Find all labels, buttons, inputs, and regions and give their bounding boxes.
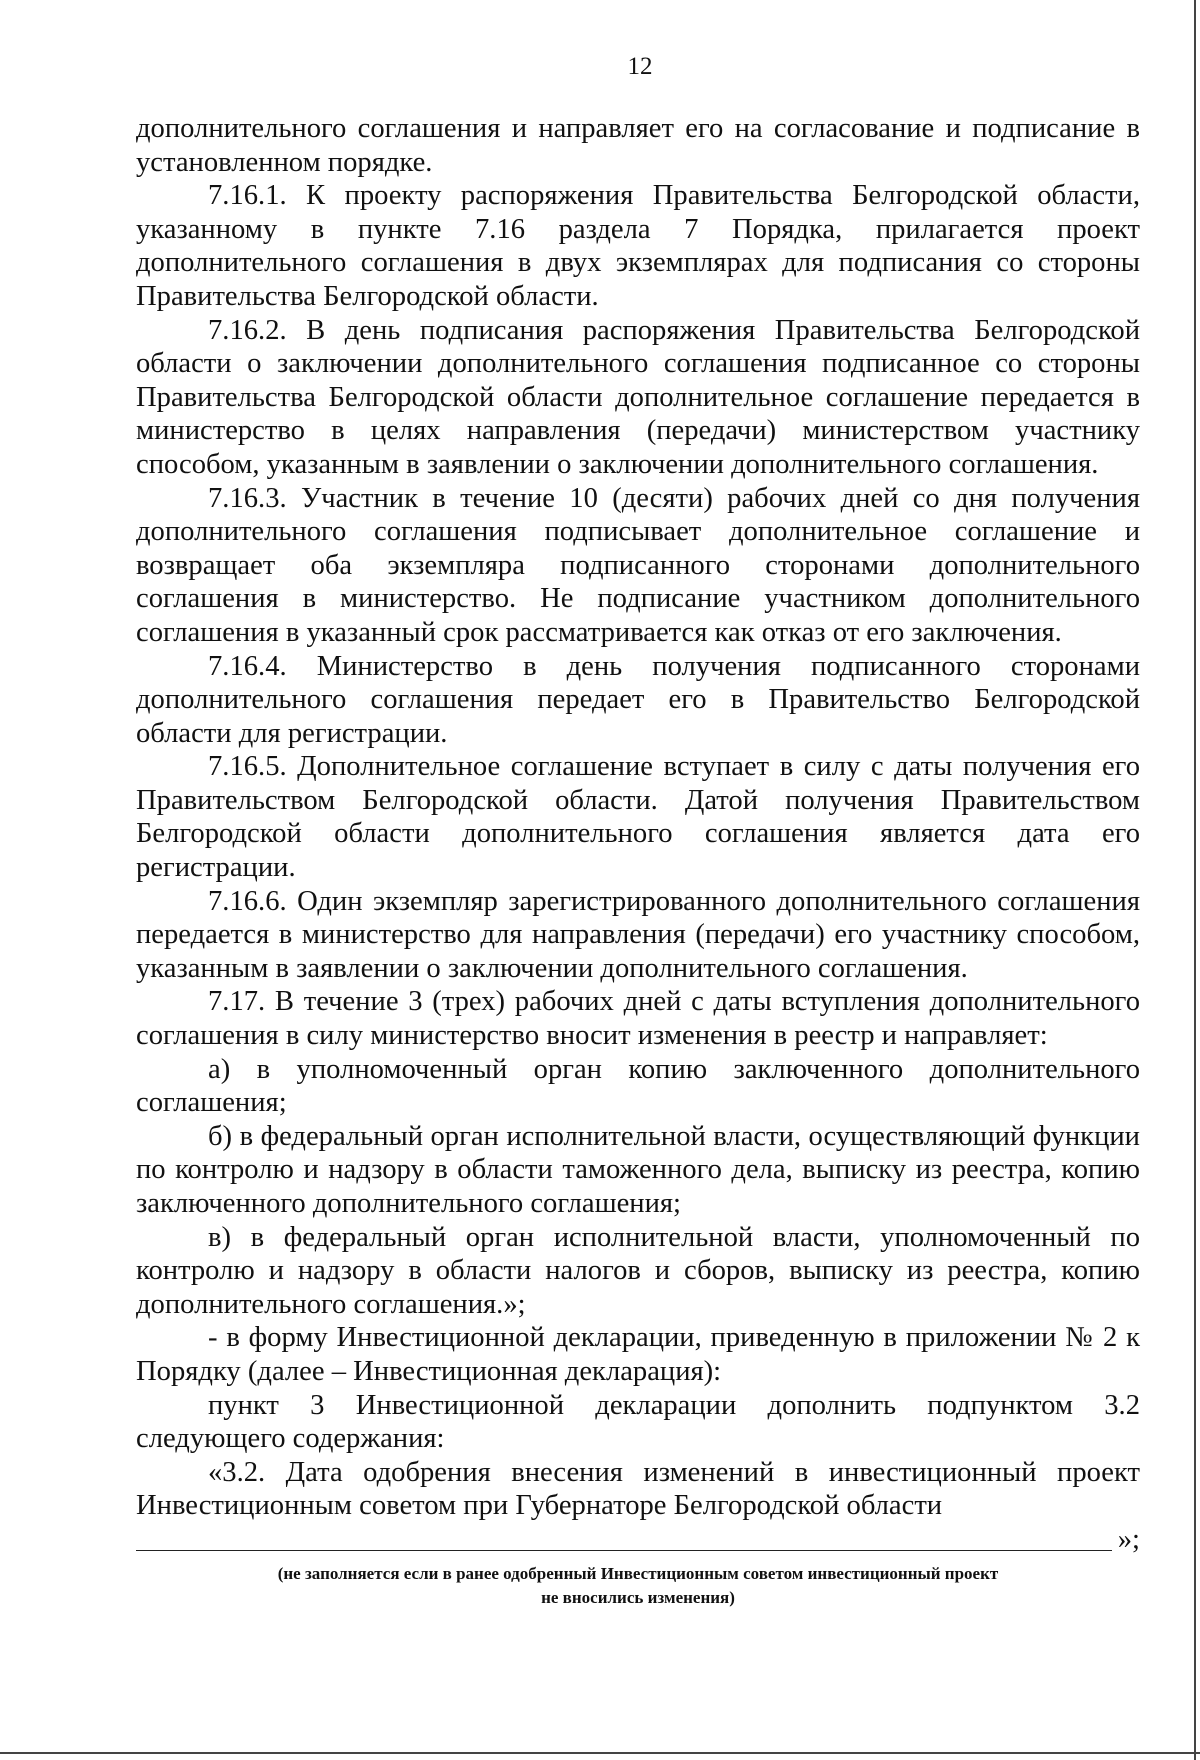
closing-quote: »; <box>1117 1524 1140 1556</box>
fill-in-line <box>136 1523 1140 1557</box>
scan-edge-right <box>1194 0 1196 1760</box>
document-body <box>136 112 1140 1557</box>
paragraph-7-17: 7.17. В течение 3 (трех) рабочих дней с даты вступления дополнительного соглашения в силу министерство вносит изменения в реестр и направляет: <box>136 986 1140 1052</box>
list-item-a: а) в уполномоченный орган копию заключенного дополнительного соглашения; <box>136 1053 1140 1119</box>
footnote-line-2: не вносились изменения) <box>541 1588 735 1607</box>
blank-underline <box>136 1550 1112 1551</box>
paragraph-7-16-3: 7.16.3. Участник в течение 10 (десяти) рабочих дней со дня получения дополнительного соглашения подписывает дополнительное соглашение и возвращает оба экземпляра подписанного сторонами дополнительного соглашения в министерство. Не подписание участником дополнительного соглашения в указанный срок рассматривается как отказ от его заключения. <box>136 482 1140 648</box>
paragraph-7-16-1: 7.16.1. К проекту распоряжения Правительства Белгородской области, указанному в пункте 7.16 раздела 7 Порядка, прилагается проект дополнительного соглашения в двух экземплярах для подписания со стороны Правительства Белгородской области. <box>136 180 1140 312</box>
paragraph-point-3: пункт 3 Инвестиционной декларации дополнить подпунктом 3.2 следующего содержания: <box>136 1389 1140 1455</box>
footnote-line-1: (не заполняется если в ранее одобренный Инвестиционным советом инвестиционный проект <box>277 1564 999 1583</box>
paragraph-7-16-2: 7.16.2. В день подписания распоряжения Правительства Белгородской области о заключении дополнительного соглашения подписанное со стороны Правительства Белгородской области дополнительное соглашение передается в министерство в целях направления (передачи) министерством участнику способом, указанным в заявлении о заключении дополнительного соглашения. <box>136 314 1140 480</box>
list-item-v: в) в федеральный орган исполнительной власти, уполномоченный по контролю и надзору в области налогов и сборов, выписку из реестра, копию дополнительного соглашения.»; <box>136 1221 1140 1320</box>
page-number: 12 <box>627 53 653 80</box>
paragraph-continuation: дополнительного соглашения и направляет его на согласование и подписание в установленном порядке. <box>136 113 1140 178</box>
list-item-b: б) в федеральный орган исполнительной власти, осуществляющий функции по контролю и надзору в области таможенного дела, выписку из реестра, копию заключенного дополнительного соглашения; <box>136 1120 1140 1219</box>
paragraph-declaration-form: - в форму Инвестиционной декларации, приведенную в приложении № 2 к Порядку (далее – Инвестиционная декларация): <box>136 1322 1140 1387</box>
paragraph-7-16-5: 7.16.5. Дополнительное соглашение вступает в силу с даты получения его Правительством Белгородской области. Датой получения Правительством Белгородской области дополнительного соглашения является дата его регистрации. <box>136 751 1140 884</box>
scan-edge-bottom <box>0 1752 1200 1754</box>
paragraph-7-16-6: 7.16.6. Один экземпляр зарегистрированного дополнительного соглашения передается в министерство для направления (передачи) его участнику способом, указанным в заявлении о заключении дополнительного соглашения. <box>136 885 1140 984</box>
paragraph-3-2: «3.2. Дата одобрения внесения изменений в инвестиционный проект Инвестиционным советом при Губернаторе Белгородской области <box>136 1456 1140 1522</box>
paragraph-7-16-4: 7.16.4. Министерство в день получения подписанного сторонами дополнительного соглашения передает его в Правительство Белгородской области для регистрации. <box>136 650 1140 749</box>
